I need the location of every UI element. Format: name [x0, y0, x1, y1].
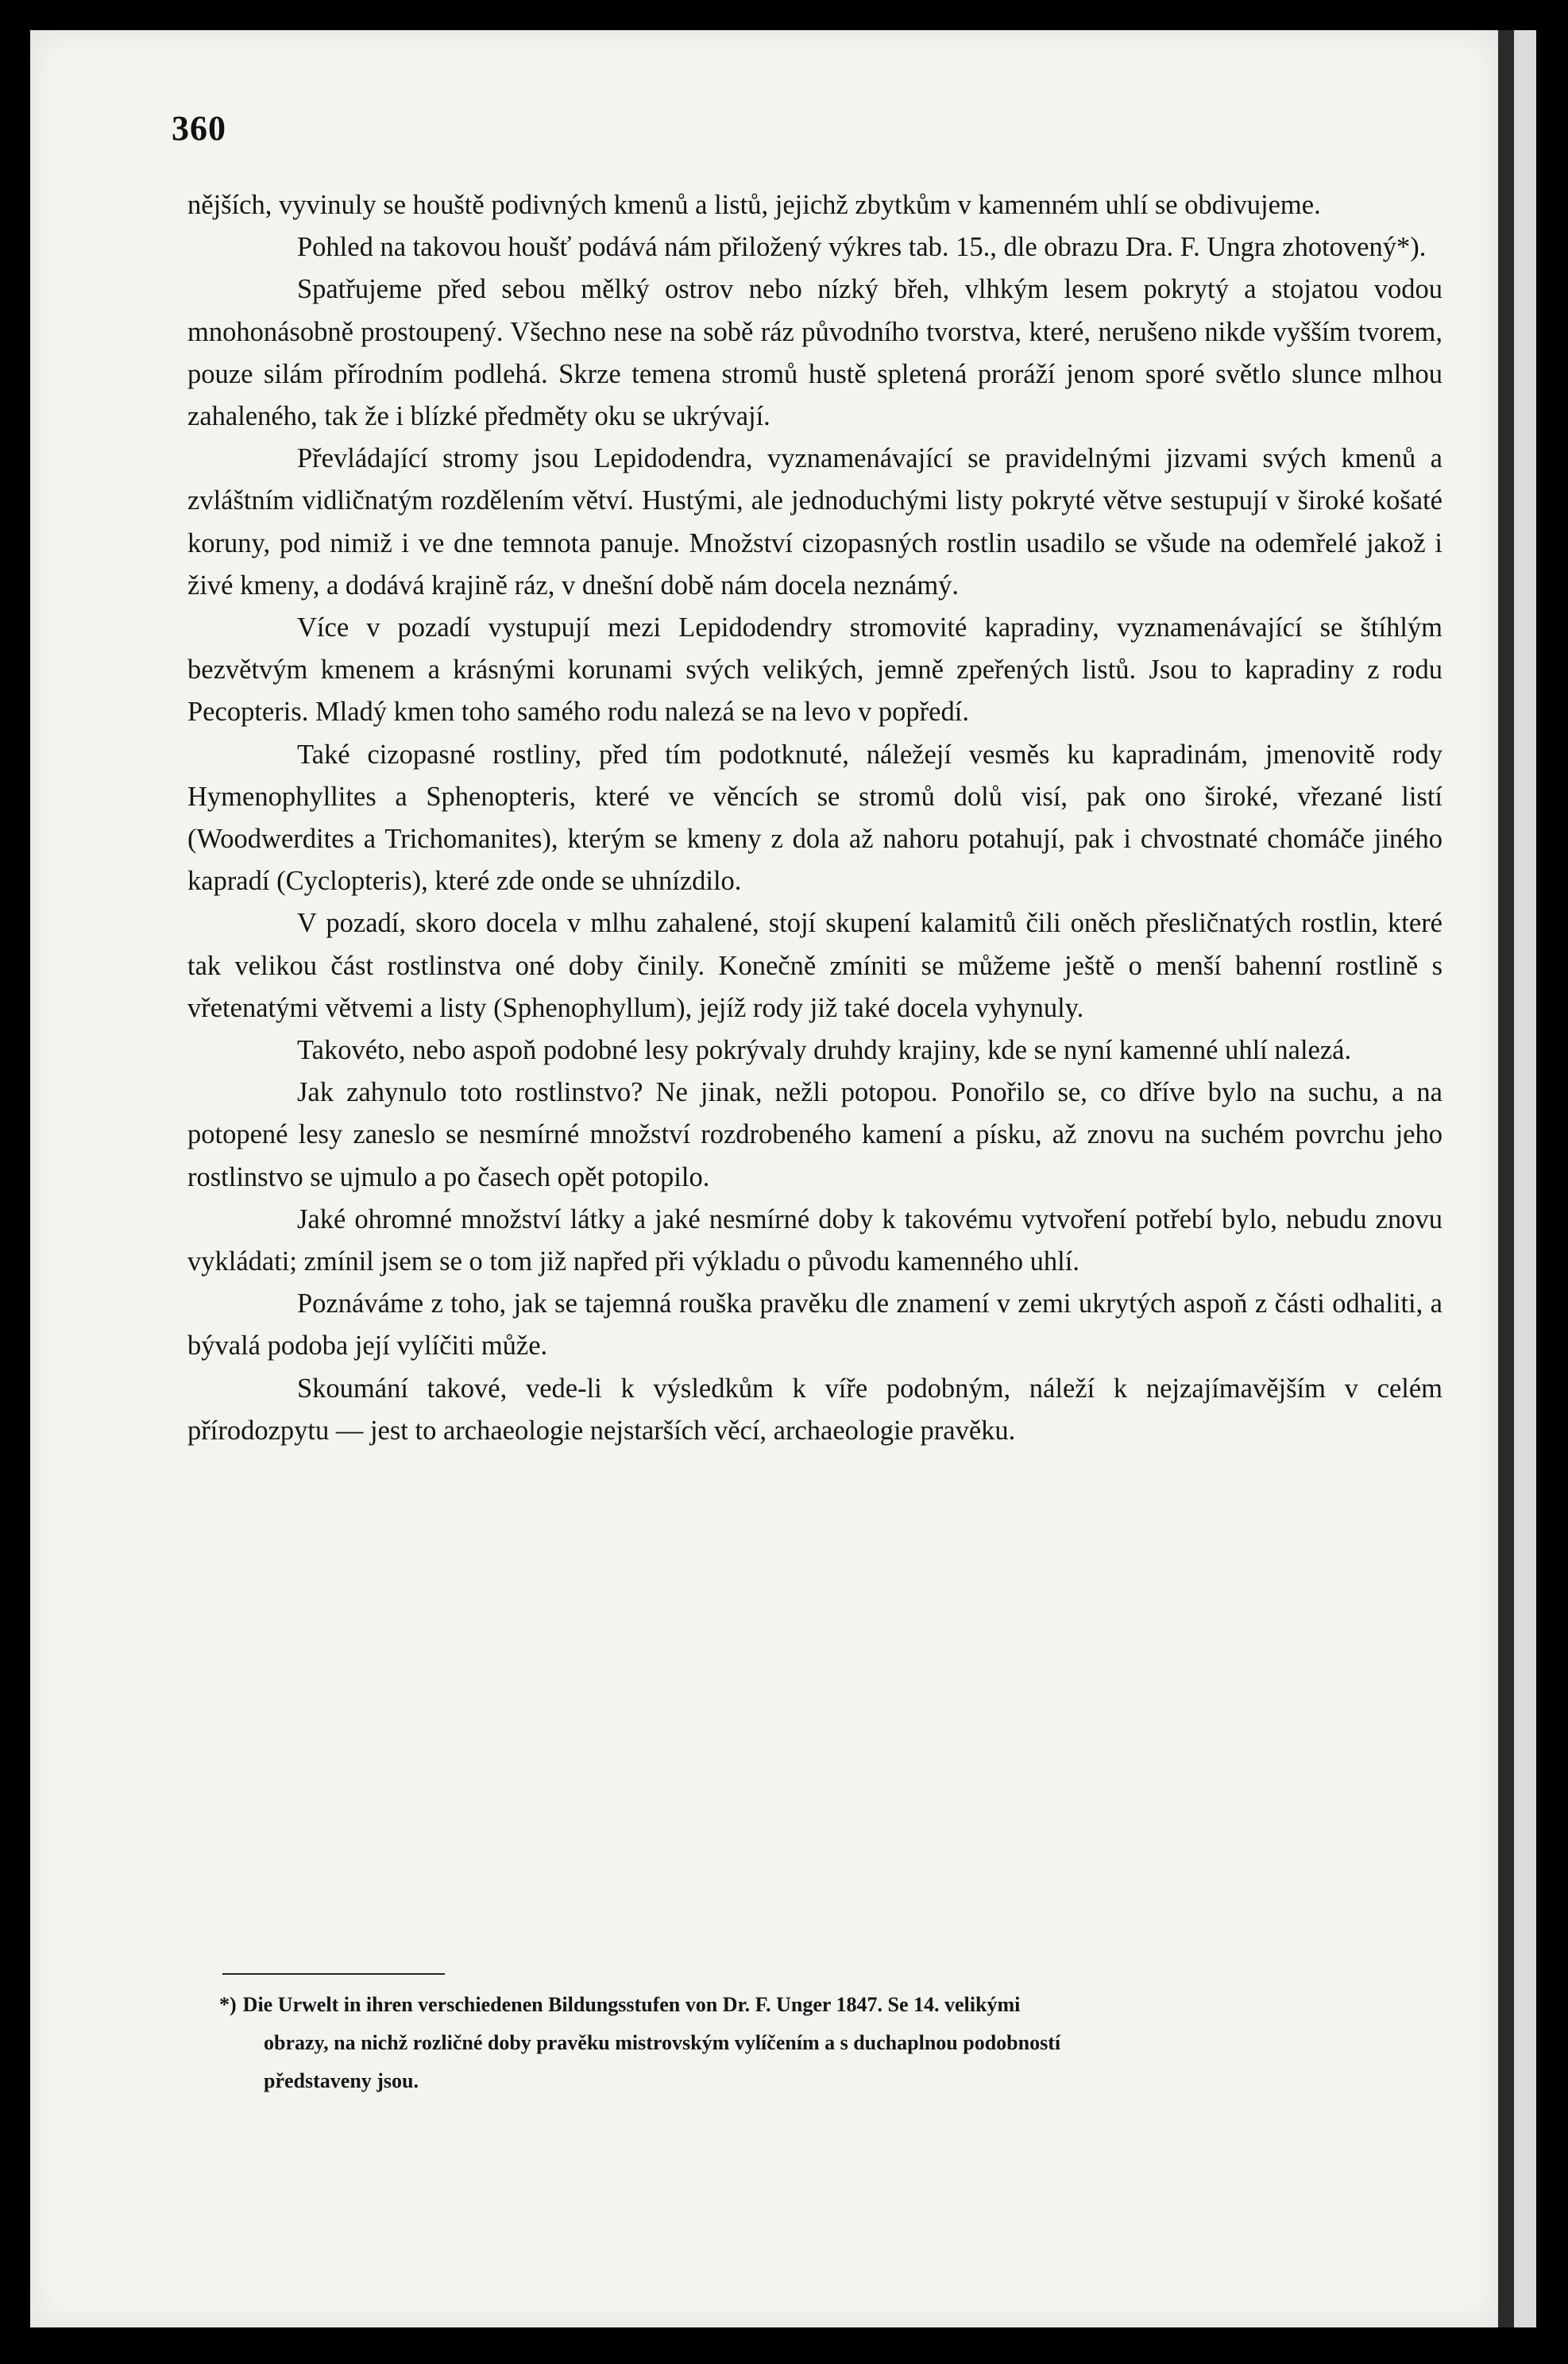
page-number: 360	[172, 109, 226, 148]
paragraph: Více v pozadí vystupují mezi Lepidodendry stromovité kapradiny, vyznamenávající se štíhlým bezvětvým kmenem a krásnými korunami svých velikých, jemně zpeřených listů. Jsou to kapradiny z rodu Pecopteris. Mladý kmen toho samého rodu nalezá se na levo v popředí.	[187, 612, 1442, 728]
paragraph: V pozadí, skoro docela v mlhu zahalené, stojí skupení kalamitů čili oněch přesličnatých rostlin, které tak velikou část rostlinstva oné doby činily. Konečně zmíniti se můžeme ještě o menší bahenní rostlině s vřetenatými větvemi a listy (Sphenophyllum), jejíž rody již také docela vyhynuly.	[187, 908, 1442, 1023]
paragraph: Jaké ohromné množství látky a jaké nesmírné doby k takovému vytvoření potřebí bylo, nebudu znovu vykládati; zmínil jsem se o tom již napřed při výkladu o původu kamenného uhlí.	[187, 1203, 1442, 1277]
page-edge	[1514, 30, 1536, 2327]
paragraph: Převládající stromy jsou Lepidodendra, vyznamenávající se pravidelnými jizvami svých kmenů a zvláštním vidličnatým rozdělením větví. Hustými, ale jednoduchými listy pokryté větve sestupují v široké košaté koruny, pod nimiž i ve dne temnota panuje. Množství cizopasných rostlin usadilo se všude na odemřelé jakož i živé kmeny, a dodává krajině ráz, v dnešní době nám docela neznámý.	[187, 443, 1442, 601]
paragraph: Pohled na takovou houšť podává nám přiložený výkres tab. 15., dle obrazu Dra. F. Ungra zhotovený*).	[297, 232, 1427, 263]
footnote-line: Die Urwelt in ihren verschiedenen Bildungsstufen von Dr. F. Unger 1847. Se 14. velikými	[242, 1993, 1021, 2016]
paragraph: Poznáváme z toho, jak se tajemná rouška pravěku dle znamení v zemi ukrytých aspoň z části odhaliti, a bývalá podoba její vylíčiti může.	[187, 1288, 1442, 1362]
paragraph: Spatřujeme před sebou mělký ostrov nebo nízký břeh, vlhkým lesem pokrytý a stojatou vodou mnohonásobně prostoupený. Všechno nese na sobě ráz původního tvorstva, které, nerušeno nikde vyšším tvorem, pouze silám přírodním podlehá. Skrze temena stromů hustě spletená proráží jenom sporé světlo slunce mlhou zahaleného, tak že i blízké předměty oku se ukrývají.	[187, 274, 1442, 432]
footnote-line: obrazy, na nichž rozličné doby pravěku mistrovským vylíčením a s duchaplnou podobností	[264, 2031, 1061, 2054]
paragraph: nějších, vyvinuly se houště podivných kmenů a listů, jejichž zbytkům v kamenném uhlí se obdivujeme.	[187, 190, 1321, 220]
paragraph: Takovéto, nebo aspoň podobné lesy pokrývaly druhdy krajiny, kde se nyní kamenné uhlí nalezá.	[297, 1035, 1352, 1066]
paragraph: Skoumání takové, vede-li k výsledkům k víře podobným, náleží k nejzajímavějším v celém přírodozpytu — jest to archaeologie nejstarších věcí, archaeologie pravěku.	[187, 1373, 1442, 1446]
footnote	[219, 1986, 1442, 2100]
paragraph: Jak zahynulo toto rostlinstvo? Ne jinak, nežli potopou. Ponořilo se, co dříve bylo na suchu, a na potopené lesy zaneslo se nesmírné množství rozdrobeného kamení a písku, až znovu na suchém povrchu jeho rostlinstvo se ujmulo a po časech opět potopilo.	[187, 1077, 1442, 1192]
paragraph: Také cizopasné rostliny, před tím podotknuté, náležejí vesměs ku kapradinám, jmenovitě rody Hymenophyllites a Sphenopteris, které ve věncích se stromů dolů visí, pak ono široké, vřezané listí (Woodwerdites a Trichomanites), kterým se kmeny z dola až nahoru potahují, pak i chvostnaté chomáče jiného kapradí (Cyclopteris), které zde onde se uhnízdilo.	[187, 739, 1442, 897]
footnote-divider	[222, 1973, 445, 1975]
body-text	[187, 184, 1442, 1452]
footnote-marker: *)	[219, 1993, 237, 2016]
footnote-line: představeny jsou.	[264, 2069, 419, 2092]
page-edge-shadow	[1498, 30, 1514, 2327]
